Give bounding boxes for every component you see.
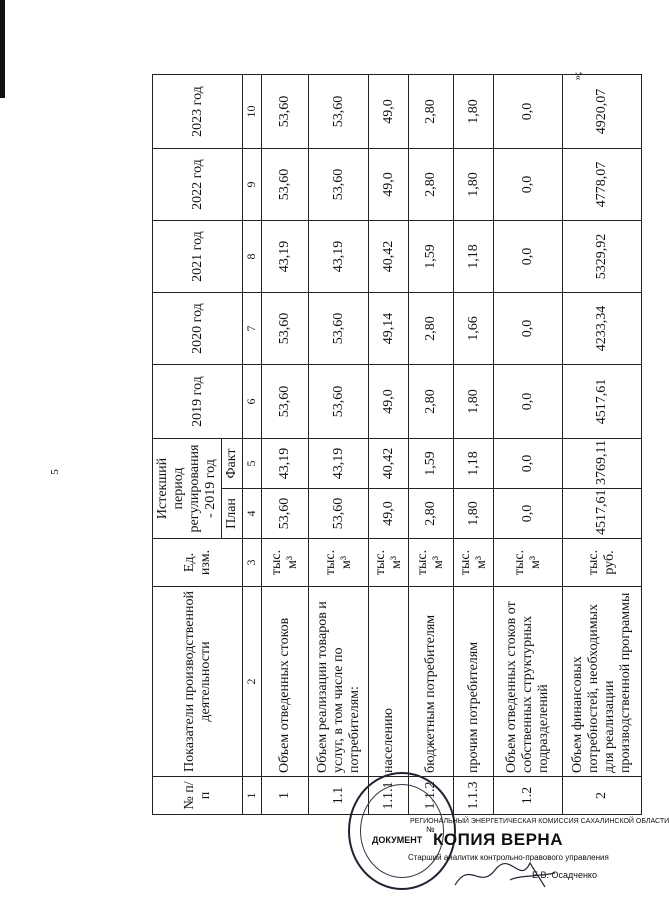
col-number: 3 xyxy=(243,539,262,587)
cell-y2019: 1,80 xyxy=(454,365,494,439)
corner-marks: »; xyxy=(571,71,584,81)
cell-unit: тыс. м³ xyxy=(454,539,494,587)
header-2021: 2021 год xyxy=(153,221,243,293)
cell-name: прочим потребителям xyxy=(454,587,494,777)
cell-plan: 53,60 xyxy=(309,489,369,539)
cell-y2020: 4233,34 xyxy=(562,293,641,365)
cell-y2021: 43,19 xyxy=(262,221,309,293)
stamp-doc-label: ДОКУМЕНТ xyxy=(372,835,423,845)
col-number: 6 xyxy=(243,365,262,439)
col-number: 9 xyxy=(243,149,262,221)
stamp-post: Старший аналитик контрольно-правового управления xyxy=(408,853,609,862)
table-row xyxy=(262,75,309,815)
header-unit: Ед. изм. xyxy=(153,539,243,587)
cell-fact: 40,42 xyxy=(369,439,409,489)
cell-plan: 49,0 xyxy=(369,489,409,539)
cell-y2020: 0,0 xyxy=(494,293,563,365)
cell-y2019: 53,60 xyxy=(309,365,369,439)
cell-fact: 1,18 xyxy=(454,439,494,489)
cell-unit: тыс. м³ xyxy=(369,539,409,587)
cell-y2023: 2,80 xyxy=(409,75,454,149)
cell-name: Объем финансовых потребностей, необходимых для реализации производственной программы xyxy=(562,587,641,777)
cell-fact: 1,59 xyxy=(409,439,454,489)
cell-y2019: 4517,61 xyxy=(562,365,641,439)
cell-name: Объем реализации товаров и услуг, в том числе по потребителям: xyxy=(309,587,369,777)
cell-y2021: 1,18 xyxy=(454,221,494,293)
cell-y2021: 0,0 xyxy=(494,221,563,293)
cell-y2020: 53,60 xyxy=(309,293,369,365)
cell-y2021: 40,42 xyxy=(369,221,409,293)
col-number: 8 xyxy=(243,221,262,293)
rotated-table-container xyxy=(152,75,642,815)
cell-num: 1 xyxy=(262,777,309,815)
table-row xyxy=(562,75,641,815)
header-fact: Факт xyxy=(222,439,243,489)
col-number: 1 xyxy=(243,777,262,815)
header-2019: 2019 год xyxy=(153,365,243,439)
column-number-row xyxy=(243,75,262,815)
cell-y2020: 53,60 xyxy=(262,293,309,365)
cell-plan: 2,80 xyxy=(409,489,454,539)
stamp-signer-name: Е.В. Осадченко xyxy=(532,870,597,880)
cell-num: 2 xyxy=(562,777,641,815)
cell-y2023: 0,0 xyxy=(494,75,563,149)
cell-unit: тыс. м³ xyxy=(494,539,563,587)
page-number: 5 xyxy=(48,469,61,475)
cell-unit: тыс. м³ xyxy=(409,539,454,587)
cell-plan: 4517,61 xyxy=(562,489,641,539)
cell-num: 1.1.2 xyxy=(409,777,454,815)
header-2022: 2022 год xyxy=(153,149,243,221)
table-row xyxy=(309,75,369,815)
cell-y2020: 2,80 xyxy=(409,293,454,365)
cell-num: 1.1.3 xyxy=(454,777,494,815)
header-plan: План xyxy=(222,489,243,539)
cell-y2022: 0,0 xyxy=(494,149,563,221)
cell-y2019: 0,0 xyxy=(494,365,563,439)
col-number: 5 xyxy=(243,439,262,489)
header-num: № п/п xyxy=(153,777,243,815)
cell-y2019: 2,80 xyxy=(409,365,454,439)
cell-y2022: 49,0 xyxy=(369,149,409,221)
scan-edge-bar xyxy=(0,0,5,98)
cell-name: бюджетным потребителям xyxy=(409,587,454,777)
cell-name: Объем отведенных стоков xyxy=(262,587,309,777)
cell-y2021: 5329,92 xyxy=(562,221,641,293)
stamp-copy-verified: КОПИЯ ВЕРНА xyxy=(433,830,563,849)
stamp-doc-number: № xyxy=(426,825,435,834)
cell-fact: 43,19 xyxy=(309,439,369,489)
cell-unit: тыс. м³ xyxy=(309,539,369,587)
table-row xyxy=(494,75,563,815)
header-period: Истекший период регулирования - 2019 год xyxy=(153,439,222,539)
cell-plan: 1,80 xyxy=(454,489,494,539)
cell-y2023: 4920,07 xyxy=(562,75,641,149)
cell-name: Объем отведенных стоков от собственных структурных подразделений xyxy=(494,587,563,777)
cell-y2023: 53,60 xyxy=(309,75,369,149)
col-number: 10 xyxy=(243,75,262,149)
cell-fact: 0,0 xyxy=(494,439,563,489)
cell-y2023: 53,60 xyxy=(262,75,309,149)
cell-y2022: 53,60 xyxy=(309,149,369,221)
cell-plan: 0,0 xyxy=(494,489,563,539)
cell-name: населению xyxy=(369,587,409,777)
cell-y2023: 1,80 xyxy=(454,75,494,149)
col-number: 4 xyxy=(243,489,262,539)
header-2023: 2023 год xyxy=(153,75,243,149)
table-row xyxy=(454,75,494,815)
cell-y2022: 53,60 xyxy=(262,149,309,221)
header-2020: 2020 год xyxy=(153,293,243,365)
col-number: 7 xyxy=(243,293,262,365)
table-row xyxy=(369,75,409,815)
header-indicator: Показатели производственной деятельности xyxy=(153,587,243,777)
cell-y2023: 49,0 xyxy=(369,75,409,149)
cell-num: 1.2 xyxy=(494,777,563,815)
handwritten-signature xyxy=(450,855,560,895)
stamp-org: РЕГИОНАЛЬНЫЙ ЭНЕРГЕТИЧЕСКАЯ КОМИССИЯ САХАЛИНСКОЙ ОБЛАСТИ xyxy=(410,818,669,825)
cell-y2020: 49,14 xyxy=(369,293,409,365)
col-number: 2 xyxy=(243,587,262,777)
table-row xyxy=(409,75,454,815)
production-program-table xyxy=(152,71,642,815)
cell-fact: 3769,11 xyxy=(562,439,641,489)
cell-y2019: 53,60 xyxy=(262,365,309,439)
cell-plan: 53,60 xyxy=(262,489,309,539)
cell-y2022: 1,80 xyxy=(454,149,494,221)
cell-y2020: 1,66 xyxy=(454,293,494,365)
cell-y2022: 4778,07 xyxy=(562,149,641,221)
cell-num: 1.1 xyxy=(309,777,369,815)
cell-y2021: 43,19 xyxy=(309,221,369,293)
cell-y2021: 1,59 xyxy=(409,221,454,293)
cell-y2022: 2,80 xyxy=(409,149,454,221)
cell-unit: тыс. руб. xyxy=(562,539,641,587)
cell-num: 1.1.1 xyxy=(369,777,409,815)
cell-unit: тыс. м³ xyxy=(262,539,309,587)
cell-fact: 43,19 xyxy=(262,439,309,489)
cell-y2019: 49,0 xyxy=(369,365,409,439)
